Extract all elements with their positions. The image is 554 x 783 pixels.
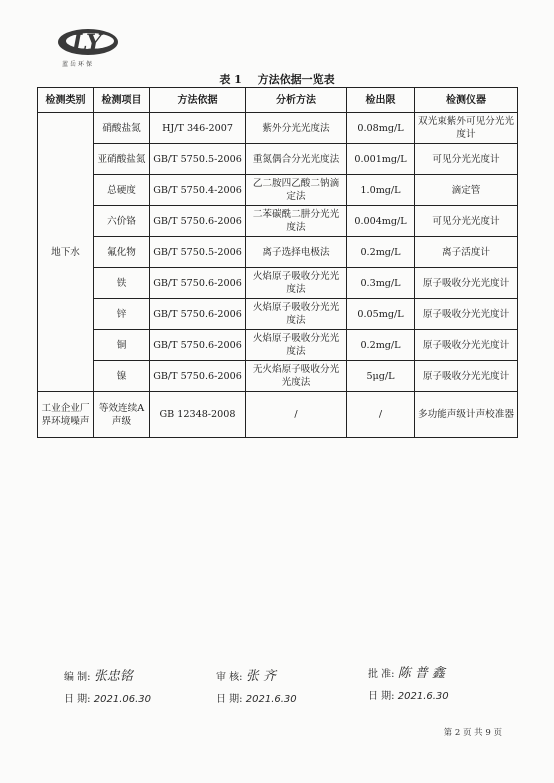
header-method: 分析方法	[246, 88, 347, 113]
table-row	[38, 113, 518, 144]
cell-item: 氟化物	[94, 237, 150, 268]
category-groundwater: 地下水	[38, 113, 94, 392]
cell-limit: 0.08mg/L	[347, 113, 415, 144]
cell-instrument: 离子活度计	[415, 237, 518, 268]
cell-item: 六价铬	[94, 206, 150, 237]
review-block	[216, 665, 276, 684]
compile-date: 2021.06.30	[93, 694, 152, 705]
compile-block	[64, 665, 133, 684]
cell-item: 锌	[94, 299, 150, 330]
approve-signature: 陈 普 鑫	[397, 666, 446, 681]
cell-item: 镍	[94, 361, 150, 392]
table-row	[38, 392, 518, 438]
cell-item: 铁	[94, 268, 150, 299]
table-row	[38, 330, 518, 361]
cell-instrument: 原子吸收分光光度计	[415, 361, 518, 392]
cell-item: 铜	[94, 330, 150, 361]
cell-instrument: 双光束紫外可见分光光度计	[415, 113, 518, 144]
method-table	[37, 87, 518, 438]
cell-instrument: 多功能声级计声校准器	[415, 392, 518, 438]
cell-basis: HJ/T 346-2007	[150, 113, 246, 144]
table-row	[38, 361, 518, 392]
cell-method: 火焰原子吸收分光光度法	[246, 330, 347, 361]
cell-instrument: 可见分光光度计	[415, 144, 518, 175]
cell-item: 亚硝酸盐氮	[94, 144, 150, 175]
table-number: 表 1	[219, 73, 242, 86]
cell-instrument: 原子吸收分光光度计	[415, 330, 518, 361]
compile-date-label: 日 期:	[64, 694, 91, 705]
compile-signature: 张忠铭	[93, 669, 133, 684]
review-date-block	[216, 690, 297, 705]
header-item: 检测项目	[94, 88, 150, 113]
header-basis: 方法依据	[150, 88, 246, 113]
cell-method: 火焰原子吸收分光光度法	[246, 299, 347, 330]
cell-limit: 5μg/L	[347, 361, 415, 392]
logo-subtitle: 蓝岳环保	[62, 61, 95, 68]
table-row	[38, 206, 518, 237]
table-row	[38, 268, 518, 299]
review-label: 审 核:	[216, 672, 243, 683]
cell-method: 无火焰原子吸收分光光度法	[246, 361, 347, 392]
cell-limit: 0.3mg/L	[347, 268, 415, 299]
table-title	[0, 71, 554, 87]
cell-method: /	[246, 392, 347, 438]
review-signature: 张 齐	[245, 669, 276, 684]
approve-block	[368, 662, 445, 681]
svg-text:LY: LY	[72, 30, 102, 56]
header-category: 检测类别	[38, 88, 94, 113]
compile-date-block	[64, 690, 151, 705]
table-row	[38, 175, 518, 206]
cell-limit: 0.001mg/L	[347, 144, 415, 175]
approve-date-block	[368, 687, 449, 702]
cell-basis: GB/T 5750.5-2006	[150, 237, 246, 268]
compile-label: 编 制:	[64, 672, 91, 683]
cell-basis: GB/T 5750.6-2006	[150, 206, 246, 237]
cell-instrument: 滴定管	[415, 175, 518, 206]
cell-method: 重氮偶合分光光度法	[246, 144, 347, 175]
cell-item: 总硬度	[94, 175, 150, 206]
cell-limit: 0.05mg/L	[347, 299, 415, 330]
header-instrument: 检测仪器	[415, 88, 518, 113]
cell-basis: GB/T 5750.4-2006	[150, 175, 246, 206]
cell-item: 硝酸盐氮	[94, 113, 150, 144]
table-row	[38, 299, 518, 330]
cell-instrument: 原子吸收分光光度计	[415, 268, 518, 299]
table-title-text: 方法依据一览表	[257, 73, 335, 86]
cell-basis: GB/T 5750.6-2006	[150, 299, 246, 330]
cell-limit: 0.004mg/L	[347, 206, 415, 237]
cell-limit: 1.0mg/L	[347, 175, 415, 206]
cell-method: 紫外分光光度法	[246, 113, 347, 144]
cell-item: 等效连续A 声级	[94, 392, 150, 438]
cell-method: 乙二胺四乙酸二钠滴定法	[246, 175, 347, 206]
cell-limit: /	[347, 392, 415, 438]
page-number: 第 2 页 共 9 页	[443, 728, 502, 738]
cell-method: 离子选择电极法	[246, 237, 347, 268]
table-row	[38, 144, 518, 175]
table-header-row	[38, 88, 518, 113]
cell-basis: GB/T 5750.5-2006	[150, 144, 246, 175]
cell-basis: GB/T 5750.6-2006	[150, 330, 246, 361]
cell-method: 二苯碳酰二肼分光光度法	[246, 206, 347, 237]
cell-instrument: 可见分光光度计	[415, 206, 518, 237]
cell-basis: GB/T 5750.6-2006	[150, 361, 246, 392]
approve-date: 2021.6.30	[397, 691, 449, 702]
table-row	[38, 237, 518, 268]
category-noise: 工业企业厂界环境噪声	[38, 392, 94, 438]
cell-limit: 0.2mg/L	[347, 330, 415, 361]
cell-basis: GB 12348-2008	[150, 392, 246, 438]
review-date: 2021.6.30	[245, 694, 297, 705]
approve-date-label: 日 期:	[368, 691, 395, 702]
approve-label: 批 准:	[368, 669, 395, 680]
cell-basis: GB/T 5750.6-2006	[150, 268, 246, 299]
cell-method: 火焰原子吸收分光光度法	[246, 268, 347, 299]
header-limit: 检出限	[347, 88, 415, 113]
cell-limit: 0.2mg/L	[347, 237, 415, 268]
cell-instrument: 原子吸收分光光度计	[415, 299, 518, 330]
review-date-label: 日 期:	[216, 694, 243, 705]
